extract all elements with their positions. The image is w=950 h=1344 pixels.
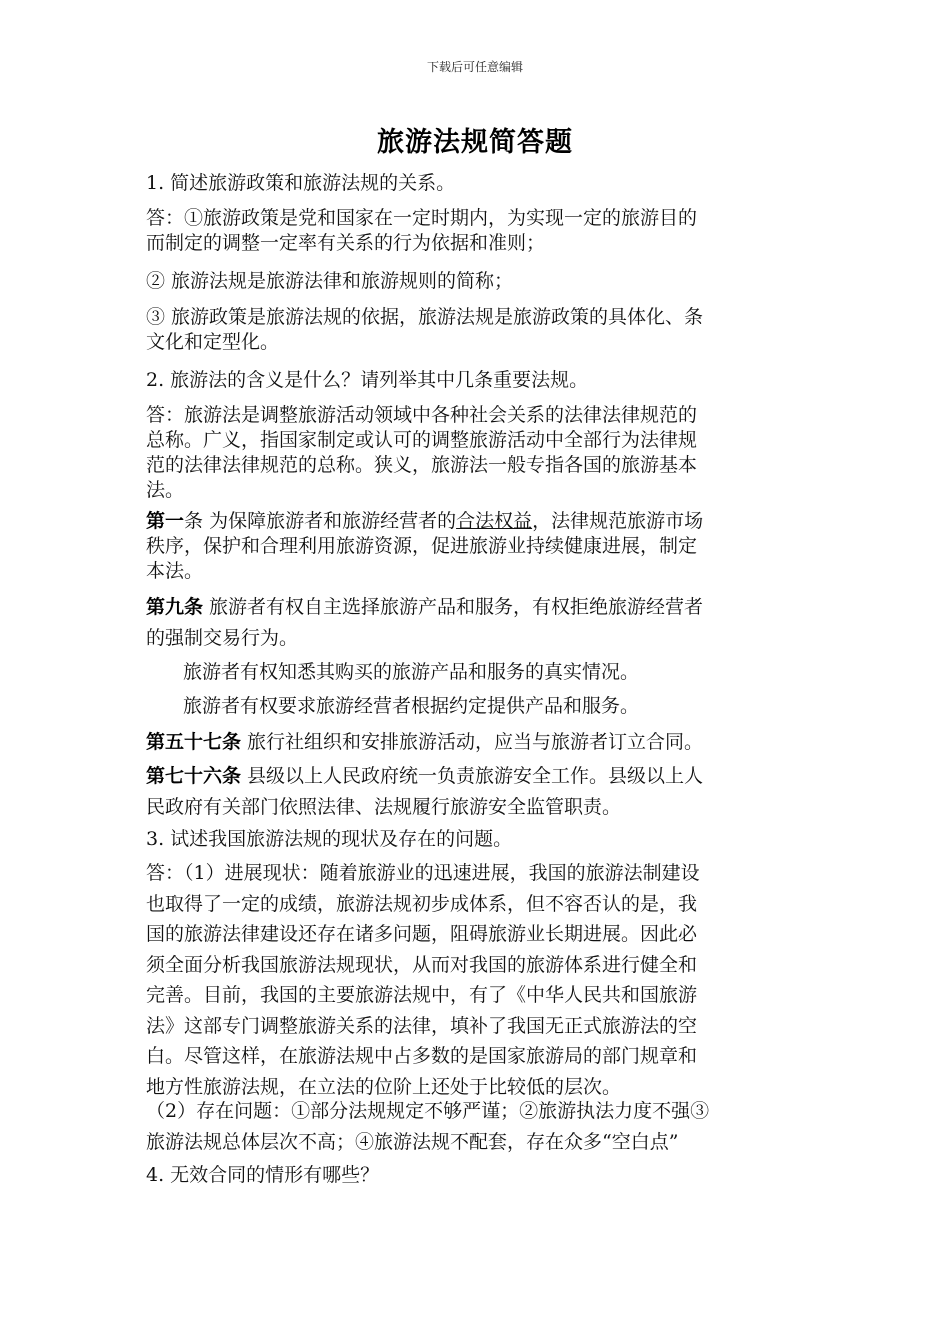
- question-4: 4. 无效合同的情形有哪些？: [146, 1164, 380, 1186]
- answer-1-paragraph-1: [146, 206, 806, 256]
- article-9-clause-2: 旅游者有权知悉其购买的旅游产品和服务的真实情况。: [183, 661, 640, 683]
- answer-3-line: 国的旅游法律建设还存在诸多问题，阻碍旅游业长期进展。因此必: [146, 923, 698, 945]
- article-1-line: 秩序，保护和合理利用旅游资源，促进旅游业持续健康进展，制定: [146, 535, 698, 557]
- article-1-label-rest: 条: [184, 510, 204, 532]
- answer-3-paragraph-2: [146, 1096, 806, 1157]
- article-9-text: 旅游者有权自主选择旅游产品和服务，有权拒绝旅游经营者: [203, 596, 704, 618]
- answer-3-line: 须全面分析我国旅游法规现状，从而对我国的旅游体系进行健全和: [146, 953, 698, 976]
- article-1-underlined-term: 合法权益: [456, 510, 533, 532]
- answer-1-paragraph-2: ② 旅游法规是旅游法律和旅游规则的简称；: [146, 270, 514, 292]
- answer-1-line: 而制定的调整一定率有关系的行为依据和准则；: [146, 232, 546, 254]
- question-1: 1. 简述旅游政策和旅游法规的关系。: [146, 172, 456, 194]
- article-9-line: 的强制交易行为。: [146, 626, 299, 649]
- answer-3-line: 法》这部专门调整旅游关系的法律，填补了我国无正式旅游法的空: [146, 1014, 698, 1037]
- article-76: [146, 761, 806, 822]
- article-9-label: 第九条: [146, 596, 204, 618]
- header-note: 下载后可任意编辑: [426, 60, 523, 74]
- answer-3-line: 完善。目前，我国的主要旅游法规中，有了《中华人民共和国旅游: [146, 984, 698, 1006]
- answer-3-line: （2）存在问题：①部分法规规定不够严谨；②旅游执法力度不强③: [146, 1100, 710, 1122]
- article-1: [146, 509, 806, 584]
- answer-2-line: 法。: [146, 479, 185, 501]
- answer-3-line: 答：（1）进展现状：随着旅游业的迅速进展，我国的旅游法制建设: [146, 862, 700, 884]
- article-76-label: 第七十六条: [146, 765, 242, 787]
- article-1-text: ，法律规范旅游市场: [532, 510, 704, 532]
- page-title: 旅游法规简答题: [377, 127, 573, 158]
- answer-2-line: 总称。广义，指国家制定或认可的调整旅游活动中全部行为法律规: [146, 429, 698, 451]
- article-1-line: [146, 509, 806, 534]
- article-1-text: 为保障旅游者和旅游经营者的: [203, 510, 457, 532]
- answer-1-paragraph-3: [146, 305, 806, 355]
- answer-3-paragraph-1: [146, 858, 806, 1102]
- article-1-line: 本法。: [146, 560, 204, 582]
- answer-2: [146, 403, 806, 503]
- answer-2-line: 范的法律法律规范的总称。狭义，旅游法一般专指各国的旅游基本: [146, 454, 698, 476]
- question-2: 2. 旅游法的含义是什么？请列举其中几条重要法规。: [146, 369, 589, 391]
- answer-3-line: 白。尽管这样，在旅游法规中占多数的是国家旅游局的部门规章和: [146, 1045, 698, 1067]
- article-57-label: 第五十七条: [146, 731, 242, 753]
- article-76-line: 民政府有关部门依照法律、法规履行旅游安全监管职责。: [146, 795, 622, 818]
- article-9: [146, 592, 806, 653]
- answer-3-line: 也取得了一定的成绩，旅游法规初步成体系，但不容否认的是，我: [146, 892, 698, 915]
- article-57-text: 旅行社组织和安排旅游活动，应当与旅游者订立合同。: [241, 731, 704, 753]
- article-57: [146, 727, 806, 758]
- article-76-line: [146, 761, 806, 792]
- article-1-label: 第一: [146, 510, 185, 532]
- article-9-line: [146, 592, 806, 623]
- question-3: 3. 试述我国旅游法规的现状及存在的问题。: [146, 828, 513, 850]
- answer-1-line: 文化和定型化。: [146, 331, 280, 353]
- answer-1-line: 答：①旅游政策是党和国家在一定时期内，为实现一定的旅游目的: [146, 207, 698, 229]
- article-9-clause-3: 旅游者有权要求旅游经营者根据约定提供产品和服务。: [183, 695, 640, 717]
- answer-3-line: 旅游法规总体层次不高；④旅游法规不配套，存在众多“空白点”: [146, 1130, 679, 1153]
- answer-1-line: ③ 旅游政策是旅游法规的依据，旅游法规是旅游政策的具体化、条: [146, 306, 704, 328]
- answer-3-line: 地方性旅游法规，在立法的位阶上还处于比较低的层次。: [146, 1075, 622, 1098]
- article-76-text: 县级以上人民政府统一负责旅游安全工作。县级以上人: [241, 765, 704, 787]
- answer-2-line: 答：旅游法是调整旅游活动领域中各种社会关系的法律法律规范的: [146, 404, 698, 426]
